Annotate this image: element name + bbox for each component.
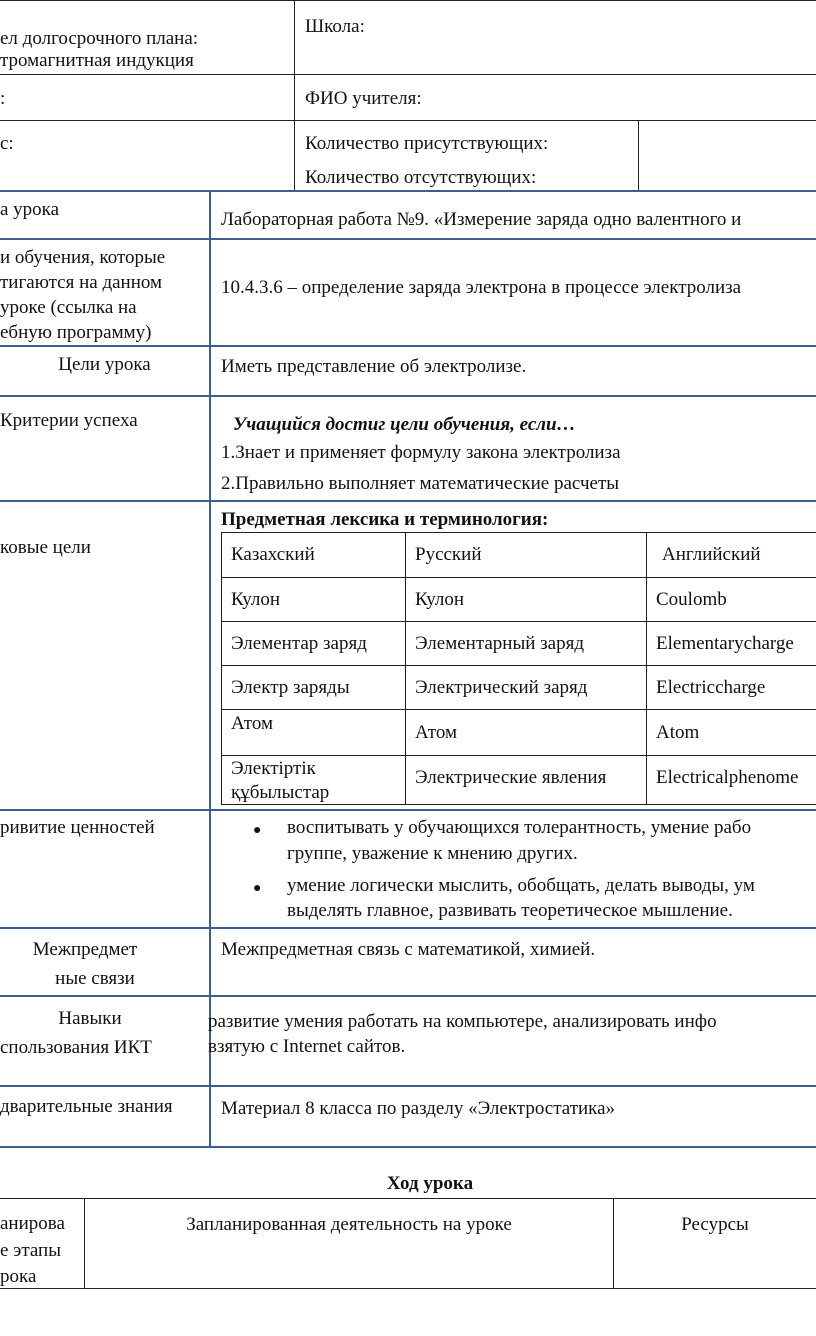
course-col-stages-1: анирова	[0, 1213, 65, 1234]
goals-label-1: и обучения, которые	[0, 247, 166, 268]
bullet-icon: ●	[253, 881, 262, 896]
criteria-item-2: 2.Правильно выполняет математические расчеты	[221, 473, 620, 494]
values-item-2a: умение логически мыслить, обобщать, делать выводы, ум	[287, 875, 755, 896]
inter-value: Межпредметная связь с математикой, химией.	[221, 939, 596, 960]
values-item-1b: группе, уважение к мнению других.	[287, 843, 578, 864]
lang-goals-label: ковые цели	[0, 537, 91, 558]
vocab-cell: Electriccharge	[656, 677, 766, 698]
topic-label: а урока	[0, 199, 60, 220]
goals-value: 10.4.3.6 – определение заряда электрона в процессе электролиза	[221, 277, 742, 298]
course-col-activity: Запланированная деятельность на уроке	[186, 1214, 512, 1235]
course-title: Ход урока	[386, 1173, 474, 1194]
section-value: тромагнитная индукция	[0, 50, 194, 71]
goals-label-3: уроке (ссылка на	[0, 297, 137, 318]
prior-value: Материал 8 класса по разделу «Электростатика»	[221, 1098, 616, 1119]
course-col-stages-3: рока	[0, 1266, 37, 1287]
ict-value-2: взятую с Internet сайтов.	[208, 1036, 406, 1057]
vocab-cell: Электрические явления	[415, 767, 607, 788]
inter-label-2: ные связи	[55, 968, 135, 989]
criteria-item-1: 1.Знает и применяет формулу закона электролиза	[221, 442, 621, 463]
lang-goals-heading: Предметная лексика и терминология:	[221, 509, 549, 530]
vocab-header-russian: Русский	[415, 544, 482, 565]
vocab-cell: Электр заряды	[231, 677, 350, 698]
vocab-cell: Элементар заряд	[231, 633, 367, 654]
vocab-cell: Elementarycharge	[656, 633, 794, 654]
vocab-header-kazakh: Казахский	[231, 544, 315, 565]
school-label: Школа:	[305, 16, 365, 37]
vocab-header-english: Английский	[662, 544, 761, 565]
ict-value-1: развитие умения работать на компьютере, анализировать инфо	[208, 1011, 717, 1032]
topic-value: Лабораторная работа №9. «Измерение заряда одно валентного и	[221, 209, 742, 230]
vocab-cell: Electricalphenome	[656, 767, 799, 788]
absent-label: Количество отсутствующих:	[305, 167, 537, 188]
values-item-1a: воспитывать у обучающихся толерантность, умение рабо	[287, 817, 752, 838]
prior-label: дварительные знания	[0, 1096, 173, 1117]
vocab-cell: Атом	[231, 713, 273, 734]
bullet-icon: ●	[253, 823, 262, 838]
ict-label-1: Навыки	[58, 1008, 122, 1029]
criteria-heading: Учащийся достиг цели обучения, если…	[233, 414, 576, 435]
vocab-cell: Coulomb	[656, 589, 727, 610]
vocab-cell: Элементарный заряд	[415, 633, 584, 654]
lesson-goals-label: Цели урока	[58, 354, 151, 375]
inter-label-1: Межпредмет	[32, 939, 138, 960]
present-label: Количество присутствующих:	[305, 133, 549, 154]
date-label: :	[0, 88, 6, 109]
course-col-resources: Ресурсы	[681, 1214, 749, 1235]
vocab-cell: Кулон	[415, 589, 465, 610]
goals-label-2: тигаются на данном	[0, 272, 163, 293]
section-label: ел долгосрочного плана:	[0, 28, 199, 49]
criteria-label: Критерии успеха	[0, 410, 138, 431]
class-label: с:	[0, 133, 14, 154]
lesson-goals-value: Иметь представление об электролизе.	[221, 356, 527, 377]
vocab-cell: Atom	[656, 722, 700, 743]
course-col-stages-2: е этапы	[0, 1240, 61, 1261]
values-item-2b: выделять главное, развивать теоретическое мышление.	[287, 900, 733, 921]
ict-label-2: спользования ИКТ	[0, 1037, 152, 1058]
vocab-cell: Электрический заряд	[415, 677, 588, 698]
vocab-cell: Электіртік құбылыстар	[231, 758, 330, 803]
vocab-cell: Атом	[415, 722, 457, 743]
goals-label-4: ебную программу)	[0, 322, 152, 343]
teacher-label: ФИО учителя:	[305, 88, 422, 109]
values-label: ривитие ценностей	[0, 817, 155, 838]
vocab-cell: Кулон	[231, 589, 281, 610]
